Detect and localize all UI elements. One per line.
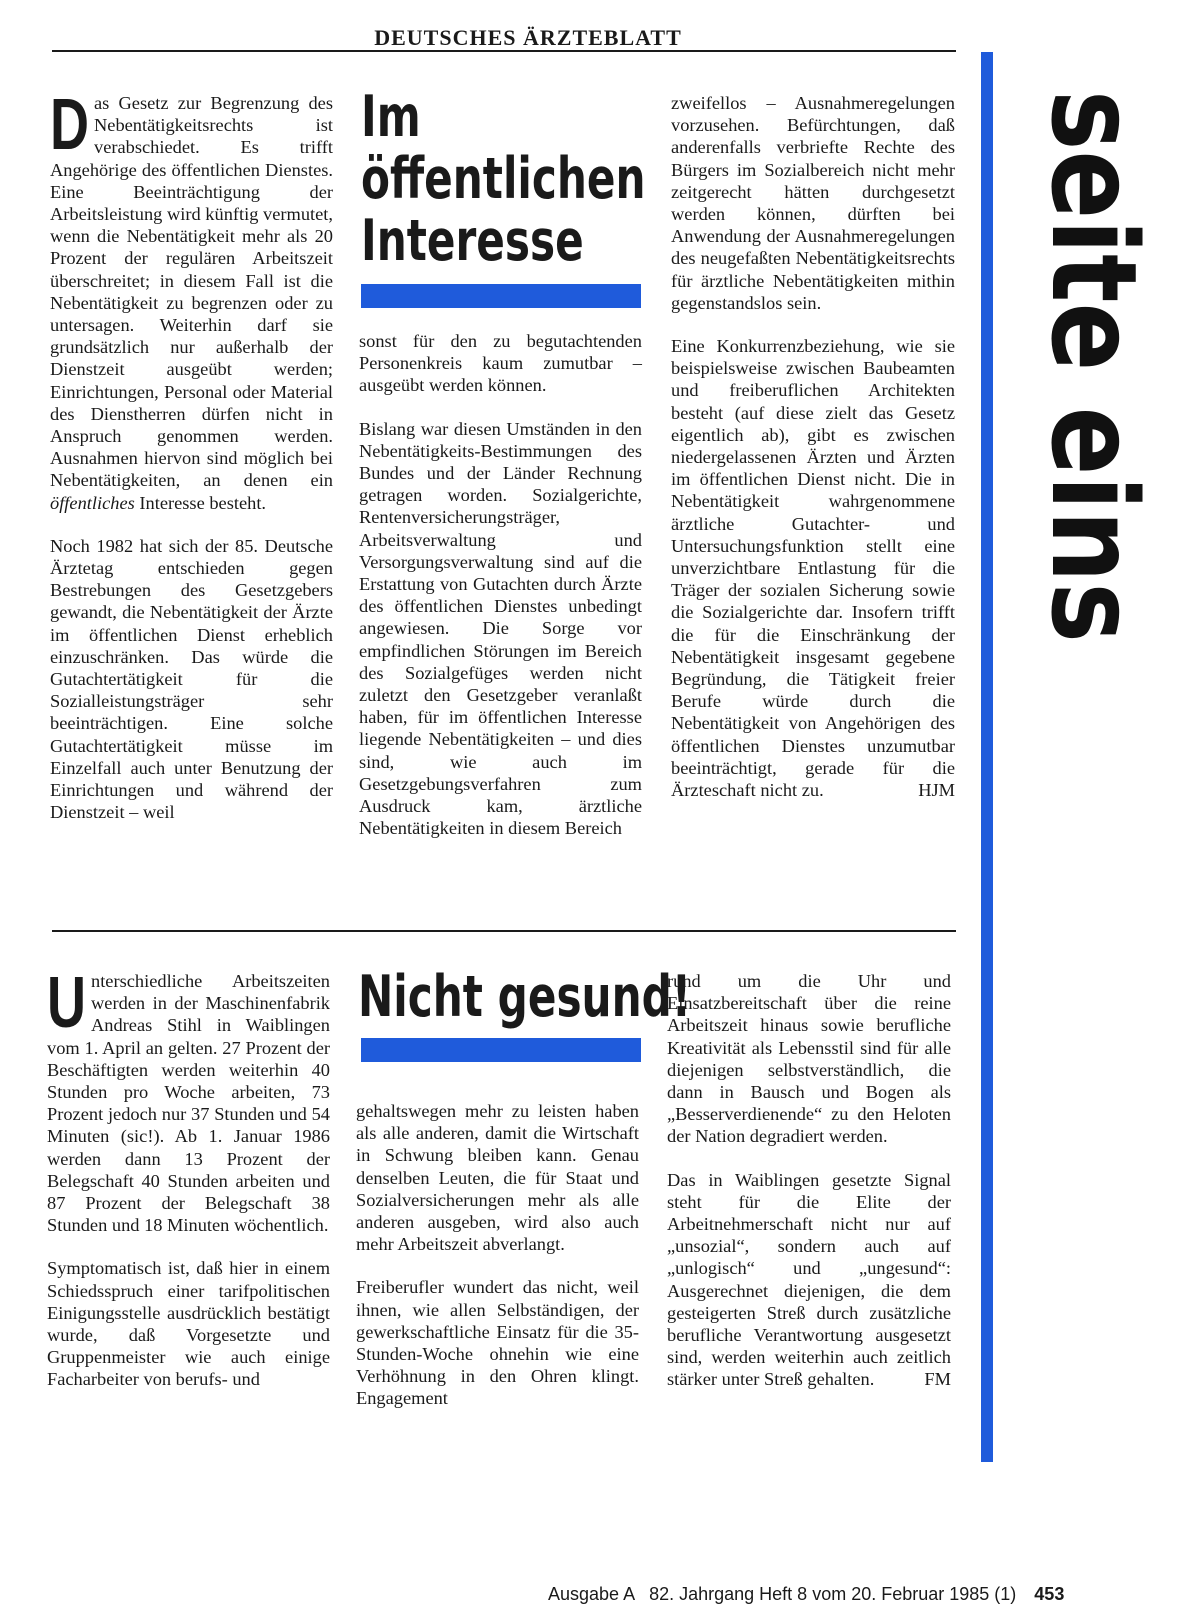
article1-paragraph-1: Das Gesetz zur Begrenzung des Nebentätigkeitsrechts ist verabschiedet. Es trifft Angehörige des öffentlichen Dienstes. Eine Beeinträchtigung der Arbeitsleistung wird künftig vermutet, wenn die Nebentätigkeit mehr als 20 Prozent der regulären Arbeitszeit überschreitet; in diesem Fall ist die Nebentätigkeit zu begrenzen oder zu untersagen. Weiterhin darf sie grundsätzlich nur außerhalb der Dienstzeit ausgeübt werden; Einrichtungen, Personal oder Material des Dienstherren dürfen nicht in Anspruch genommen werden. Ausnahmen hiervon sind möglich bei Nebentätigkeiten, an denen ein öffentliches Interesse besteht. xyxy=(50,85,333,513)
article1-dropcap: D xyxy=(50,85,89,165)
article1-column-1 xyxy=(50,85,333,824)
article2-signature: FM xyxy=(924,1369,951,1390)
article1-paragraph-6: Eine Konkurrenzbeziehung, wie sie beispielsweise zwischen Baubeamten und freiberuflichen Architekten besteht (auf diese zielt das Gesetz eigentlich ab), gibt es zwischen niedergelassenen Ärzten und Ärzten im öffentlichen Dienst nicht. Die in Nebentätigkeit wahrgenommene ärztliche Gutachter- und Untersuchungsfunktion stellt eine unverzichtbare Entlastung für die Träger der sozialen Sicherung sowie die Sozialgerichte dar. Insofern trifft die für die Einschränkung der Nebentätigkeit insgesamt gegebene Begründung, die Tätigkeit freier Berufe würde durch die Nebentätigkeit von Angehörigen des öffentlichen Dienstes unzumutbar beeinträchtigt, gerade für die Ärzteschaft nicht zu. HJM xyxy=(671,336,955,801)
article2-column-2 xyxy=(356,1100,639,1410)
masthead-rule xyxy=(52,50,956,52)
article1-signature: HJM xyxy=(918,780,955,801)
article2-paragraph-6: Das in Waiblingen gesetzte Signal steht für die Elite der Arbeitnehmerschaft nicht nur auf „unsozial“, sondern auch auf „unlogisch“ und „ungesund“: Ausgerechnet diejenigen, die dem gesteigerten Streß durch zusätzliche berufliche Verantwortung ausgesetzt sind, werden weiterhin auch zeitlich stärker unter Streß gehalten. FM xyxy=(667,1169,951,1390)
side-title-text: seite eins xyxy=(1025,90,1163,643)
article2-column-3 xyxy=(667,970,951,1391)
article1-headline-line-1: Im xyxy=(361,84,421,150)
article1-column-2 xyxy=(359,330,642,839)
footer-issue-info: Ausgabe A 82. Jahrgang Heft 8 vom 20. Februar 1985 (1) xyxy=(548,1584,1017,1604)
article2-dropcap: U xyxy=(47,963,86,1043)
article1-paragraph-2: Noch 1982 hat sich der 85. Deutsche Ärztetag entschieden gegen Bestrebungen des Gesetzgebers gewandt, die Nebentätigkeit der Ärzte im öffentlichen Dienst erheblich einzuschränken. Das würde die Gutachtertätigkeit für die Sozialleistungsträger sehr beeinträchtigen. Eine solche Gutachtertätigkeit müsse im Einzelfall auch unter Benutzung der Einrichtungen und während der Dienstzeit – weil xyxy=(50,535,333,823)
page-number: 453 xyxy=(1034,1584,1065,1604)
article-divider xyxy=(52,930,956,932)
masthead: DEUTSCHES ÄRZTEBLATT xyxy=(374,25,682,50)
article2-paragraph-4: Freiberufler wundert das nicht, weil ihnen, wie allen Selbständigen, der gewerkschaftliche Einsatz für die 35-Stunden-Woche ohnehin wie eine Verhöhnung in den Ohren klingt. Engagement xyxy=(356,1277,639,1409)
article1-column-3 xyxy=(671,92,955,801)
article2-paragraph-3: gehaltswegen mehr zu leisten haben als alle anderen, damit die Wirtschaft in Schwung bleiben kann. Genau denselben Leuten, die für Staat und Sozialversicherungen mehr als alle anderen ausgeben, wird also auch mehr Arbeitszeit abverlangt. xyxy=(356,1101,639,1255)
article2-column-1 xyxy=(47,963,330,1391)
article2-headline: Nicht gesund! xyxy=(358,964,692,1030)
article1-headline-line-3: Interesse xyxy=(361,208,584,274)
article1-paragraph-5: zweifellos – Ausnahmeregelungen vorzusehen. Befürchtungen, daß anderenfalls verbriefte Rechte des Bürgers im Sozialbereich nicht mehr zeitgerecht hätten durchgesetzt werden können, dürften bei Anwendung der Ausnahmeregelungen des neugefaßten Nebentätigkeitsrechts für ärztliche Nebentätigkeiten mithin gegenstandslos sein. xyxy=(671,93,955,313)
article2-headline-bar xyxy=(361,1038,641,1062)
article1-paragraph-4: Bislang war diesen Umständen in den Nebentätigkeits-Bestimmungen des Bundes und der Länder Rechnung getragen worden. Sozialgerichte, Rentenversicherungsträger, Arbeitsverwaltung und Versorgungsverwaltung sind auf die Erstattung von Gutachten durch Ärzte des öffentlichen Dienstes unbedingt angewiesen. Die Sorge vor empfindlichen Störungen im Bereich des Sozialgefüges werden nicht zuletzt den Gesetzgeber veranlaßt haben, für im öffentlichen Interesse liegende Nebentätigkeiten – und dies sind, wie auch im Gesetzgebungsverfahren zum Ausdruck kam, ärztliche Nebentätigkeiten in diesem Bereich xyxy=(359,418,642,839)
article2-paragraph-2: Symptomatisch ist, daß hier in einem Schiedsspruch einer tarifpolitischen Einigungsstelle ausdrücklich bestätigt wurde, daß Vorgesetzte und Gruppenmeister wie auch einige Facharbeiter von berufs- und xyxy=(47,1258,330,1390)
side-blue-bar xyxy=(981,52,993,1462)
article1-headline-line-2: öffentlichen xyxy=(361,146,646,212)
article2-paragraph-1: Unterschiedliche Arbeitszeiten werden in der Maschinenfabrik Andreas Stihl in Waiblingen vom 1. April an gelten. 27 Prozent der Beschäftigten werden weiterhin 40 Stunden pro Woche arbeiten, 73 Prozent jedoch nur 37 Stunden und 54 Minuten (sic!). Ab 1. Januar 1986 werden dann 13 Prozent der Belegschaft 40 Stunden arbeiten und 87 Prozent der Belegschaft 38 Stunden und 18 Minuten wöchentlich. xyxy=(47,963,330,1236)
page-footer xyxy=(548,1583,1118,1605)
article1-paragraph-3: sonst für den zu begutachtenden Personenkreis kaum zumutbar – ausgeübt werden können. xyxy=(359,331,642,396)
article1-headline xyxy=(361,86,646,272)
article1-headline-bar xyxy=(361,284,641,308)
article2-paragraph-5: rund um die Uhr und Einsatzbereitschaft über die reine Arbeitszeit hinaus sowie berufliche Kreativität als Lebensstil sind für alle diejenigen selbstverständlich, die dann in Bausch und Bogen als „Besserverdienende“ zu den Heloten der Nation degradiert werden. xyxy=(667,971,951,1147)
